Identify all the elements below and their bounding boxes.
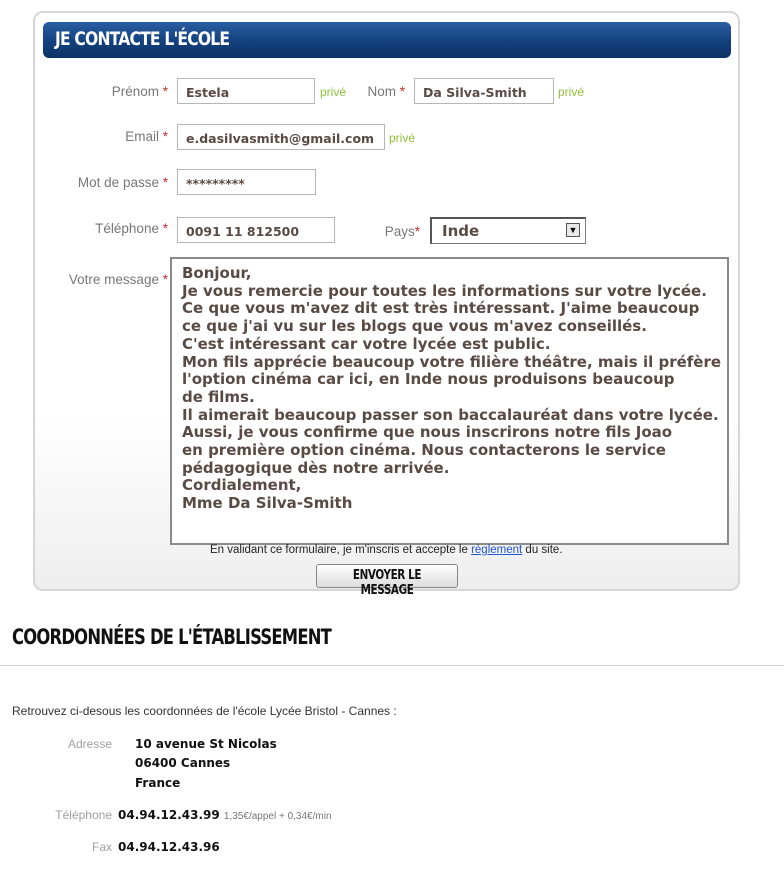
message-line: de films. (182, 387, 255, 406)
message-line: en première option cinéma. Nous contacterons le service (182, 441, 666, 460)
password-label: Mot de passe * (77, 175, 168, 190)
address-line: 06400 Cannes (135, 756, 231, 770)
prenom-private-badge: privé (320, 85, 347, 99)
email-private-badge: privé (389, 131, 416, 145)
message-line: C'est intéressant car votre lycée est public. (182, 334, 551, 353)
phone-label: Téléphone (55, 808, 112, 822)
message-line: ce que j'ai vu sur les blogs que vous m'avez conseillés. (182, 317, 647, 336)
message-line: Cordialement, (182, 476, 302, 495)
nom-input[interactable]: Da Silva-Smith (414, 78, 554, 104)
send-message-button[interactable]: ENVOYER LE MESSAGE (316, 564, 458, 588)
school-section-title: COORDONNÉES DE L'ÉTABLISSEMENT (12, 625, 332, 649)
dropdown-arrow-icon[interactable]: ▼ (566, 223, 580, 237)
nom-label: Nom * (367, 84, 405, 99)
email-label: Email * (125, 129, 168, 144)
message-line: pédagogique dès notre arrivée. (182, 458, 450, 477)
message-line: Il aimerait beaucoup passer son baccalauréat dans votre lycée. (182, 405, 719, 424)
telephone-label: Téléphone * (95, 221, 168, 236)
reglement-link[interactable]: règlement (471, 544, 523, 556)
phone-rate: 1,35€/appel + 0,34€/min (223, 811, 332, 822)
school-intro: Retrouvez ci-desous les coordonnées de l'école Lycée Bristol - Cannes : (12, 704, 397, 718)
pays-select[interactable] (430, 217, 586, 244)
message-line: Mon fils apprécie beaucoup votre filière théâtre, mais il préfère (182, 352, 722, 371)
form-header (43, 22, 731, 58)
nom-private-badge: privé (558, 85, 585, 99)
email-input[interactable]: e.dasilvasmith@gmail.com (177, 124, 385, 150)
message-label: Votre message * (68, 272, 168, 287)
prenom-input[interactable]: Estela (177, 78, 315, 104)
address-label: Adresse (67, 737, 112, 751)
pays-label: Pays* (384, 224, 420, 239)
message-line: Ce que vous m'avez dit est très intéressant. J'aime beaucoup (182, 299, 700, 318)
message-line: l'option cinéma car ici, en Inde nous produisons beaucoup (182, 370, 675, 389)
message-line: Mme Da Silva-Smith (182, 494, 353, 513)
fax-label: Fax (91, 840, 112, 854)
telephone-input[interactable]: 0091 11 812500 (177, 217, 335, 243)
address-line: France (135, 776, 181, 790)
terms-notice: En validant ce formulaire, je m'inscris et accepte le règlement du site. (210, 544, 563, 556)
message-textarea[interactable] (170, 257, 729, 545)
phone-value: 04.94.12.43.99 1,35€/appel + 0,34€/min (118, 808, 332, 822)
prenom-label: Prénom * (111, 84, 168, 99)
pays-selected-value: Inde (442, 222, 480, 240)
fax-value: 04.94.12.43.96 (118, 840, 220, 854)
message-line: Aussi, je vous confirme que nous inscrirons notre fils Joao (182, 423, 673, 442)
message-line: Je vous remercie pour toutes les informations sur votre lycée. (182, 281, 707, 300)
section-divider (0, 665, 784, 666)
password-input[interactable]: ********* (177, 169, 316, 195)
message-line: Bonjour, (182, 264, 252, 282)
address-line: 10 avenue St Nicolas (135, 737, 277, 751)
form-title: JE CONTACTE L'ÉCOLE (55, 28, 230, 50)
